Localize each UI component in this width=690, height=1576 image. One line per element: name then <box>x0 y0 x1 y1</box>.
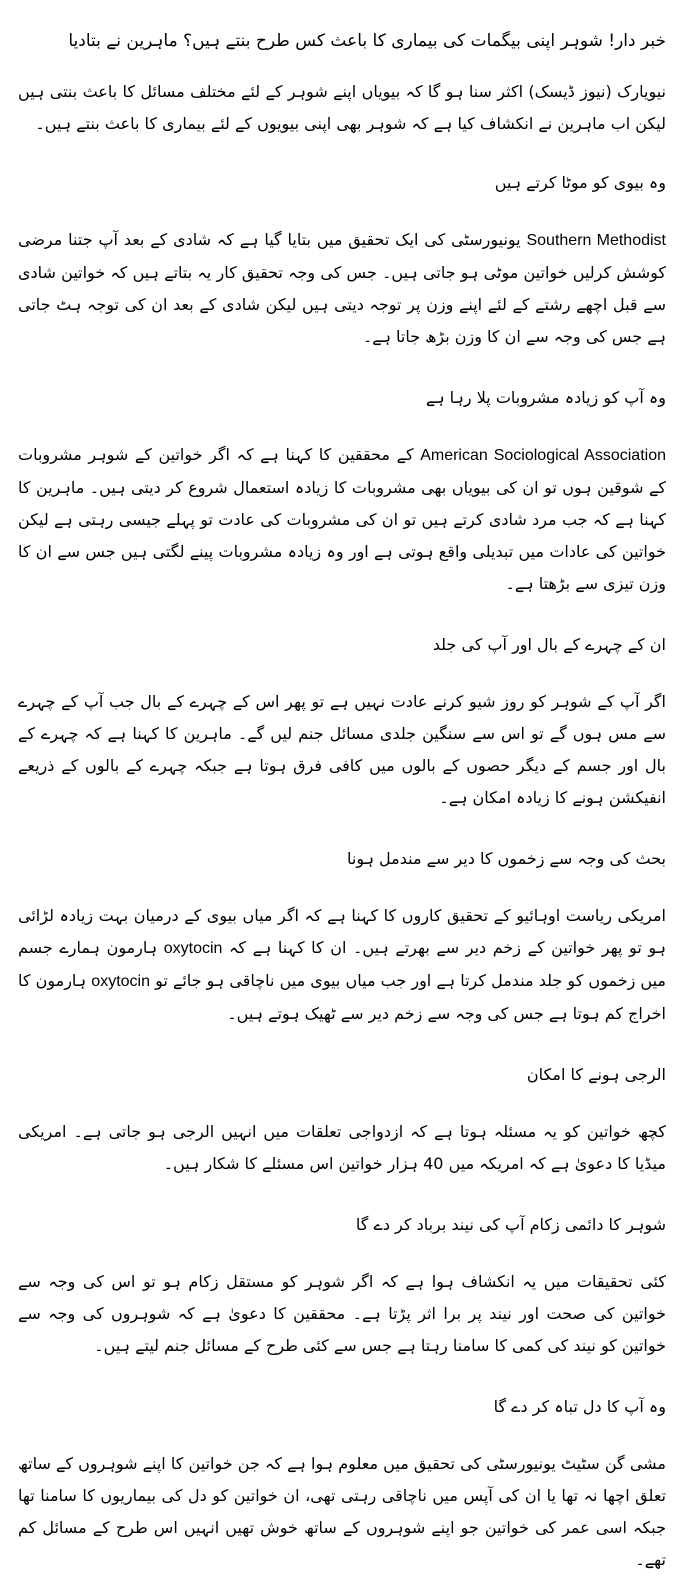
section-heading-weight-gain: وہ بیوی کو موٹا کرتے ہیں <box>494 173 666 192</box>
body-text: ہارمون کا اخراج کم ہوتا ہے جس کی وجہ سے زخم دیر سے ٹھیک ہوتے ہیں۔ <box>18 971 666 1023</box>
section-body-wounds <box>18 900 666 1030</box>
section-heading-cold: شوہر کا دائمی زکام آپ کی نیند برباد کر دے گا <box>355 1215 666 1234</box>
section-heading-wounds: بحث کی وجہ سے زخموں کا دیر سے مندمل ہونا <box>346 849 666 868</box>
article-title: خبر دار! شوہر اپنی بیگمات کی بیماری کا باعث کس طرح بنتے ہیں؟ ماہرین نے بتادیا <box>68 31 666 51</box>
intro-paragraph: نیویارک (نیوز ڈیسک) اکثر سنا ہو گا کہ بیویاں اپنے شوہر کے لئے مختلف مسائل کا باعث بنتی ہیں لیکن اب ماہرین نے انکشاف کیا ہے کہ شوہر بھی اپنی بیویوں کے لئے بیماری کا باعث بنتے ہیں۔ <box>18 82 666 133</box>
section-body-cold: کئی تحقیقات میں یہ انکشاف ہوا ہے کہ اگر شوہر کو مستقل زکام ہو تو اس کی وجہ سے خواتین کی صحت اور نیند پر برا اثر پڑتا ہے۔ محققین کا دعویٰ ہے کہ شوہروں کی وجہ سے خواتین کو نیند کی کمی کا سامنا رہتا ہے جس سے کئی طرح کے مسائل جنم لیتے ہیں۔ <box>18 1272 666 1355</box>
association-name: American Sociological Association <box>420 447 666 464</box>
section-body-facial-hair: اگر آپ کے شوہر کو روز شیو کرنے عادت نہیں ہے تو پھر اس کے چہرے کے بال جب آپ کے چہرے سے مس ہوں گے تو اس سے سنگین جلدی مسائل جنم لیں گے۔ ماہرین کا کہنا ہے کہ چہرے کے بال اور جسم کے دیگر حصوں کے بالوں میں کافی فرق ہوتا ہے جبکہ چہرے کے بالوں کے ذریعے انفیکشن ہونے کا زیادہ امکان ہے۔ <box>18 692 666 807</box>
university-name: Southern Methodist <box>526 232 667 249</box>
section-heading-facial-hair: ان کے چہرے کے بال اور آپ کی جلد <box>432 635 666 654</box>
section-body-allergy: کچھ خواتین کو یہ مسئلہ ہوتا ہے کہ ازدواجی تعلقات میں انہیں الرجی ہو جاتی ہے۔ امریکی میڈیا کا دعویٰ ہے کہ امریکہ میں 40 ہزار خواتین اس مسئلے کا شکار ہیں۔ <box>18 1122 666 1173</box>
section-heading-heart: وہ آپ کا دل تباہ کر دے گا <box>493 1397 666 1416</box>
article <box>18 0 666 1576</box>
body-text: ہارمون ہمارے جسم میں زخموں کو جلد مندمل کرتا ہے اور جب میاں بیوی میں ناچاقی ہو جائے تو <box>18 938 667 990</box>
section-heading-allergy: الرجی ہونے کا امکان <box>526 1065 666 1084</box>
section-body-weight-gain <box>18 224 666 353</box>
hormone-name: oxytocin <box>91 973 150 990</box>
body-text: امریکی ریاست اوہائیو کے تحقیق کاروں کا کہنا ہے کہ اگر میاں بیوی کے درمیان بہت زیادہ لڑائی ہو تو پھر خواتین کے زخم دیر سے بھرتے ہیں۔ ان کا کہنا ہے کہ <box>18 906 666 957</box>
section-body-drinks <box>18 439 666 600</box>
body-text: کے محققین کا کہنا ہے کہ اگر خواتین کے شوہر مشروبات کے شوقین ہوں تو ان کی بیویاں بھی مشروبات کا زیادہ استعمال شروع کر دیتی ہیں۔ ماہرین کا کہنا ہے کہ جب مرد شادی کرتے ہیں تو ان کی مشروبات کی عادت تو پہلے جیسی رہتی ہے لیکن خواتین کی عادات میں تبدیلی واقع ہوتی ہے اور وہ زیادہ مشروبات پینے لگتی ہیں جس سے ان کا وزن تیزی سے بڑھتا ہے۔ <box>18 445 666 593</box>
section-heading-drinks: وہ آپ کو زیادہ مشروبات پلا رہا ہے <box>425 388 666 407</box>
body-text: یونیورسٹی کی ایک تحقیق میں بتایا گیا ہے کہ شادی کے بعد آپ جتنا مرضی کوشش کرلیں خواتین موٹی ہو جاتی ہیں۔ جس کی وجہ تحقیق کار یہ بتاتے ہیں کہ خواتین شادی سے قبل اچھے رشتے کے لئے اپنے وزن پر توجہ دیتی ہیں لیکن شادی کے بعد ان کی توجہ ہٹ جاتی ہے جس کی وجہ سے ان کا وزن بڑھ جاتا ہے۔ <box>18 230 667 346</box>
section-body-heart: مشی گن سٹیٹ یونیورسٹی کی تحقیق میں معلوم ہوا ہے کہ جن خواتین کا اپنے شوہروں کے ساتھ تعلق اچھا نہ تھا یا ان کی آپس میں ناچاقی رہتی تھی، ان خواتین کو دل کی بیماریوں کا سامنا تھا جبکہ اسی عمر کی خواتین جو اپنے شوہروں کے ساتھ خوش تھیں انہیں اس طرح کے مسائل کم تھے۔ <box>18 1454 666 1569</box>
hormone-name: oxytocin <box>163 940 223 957</box>
